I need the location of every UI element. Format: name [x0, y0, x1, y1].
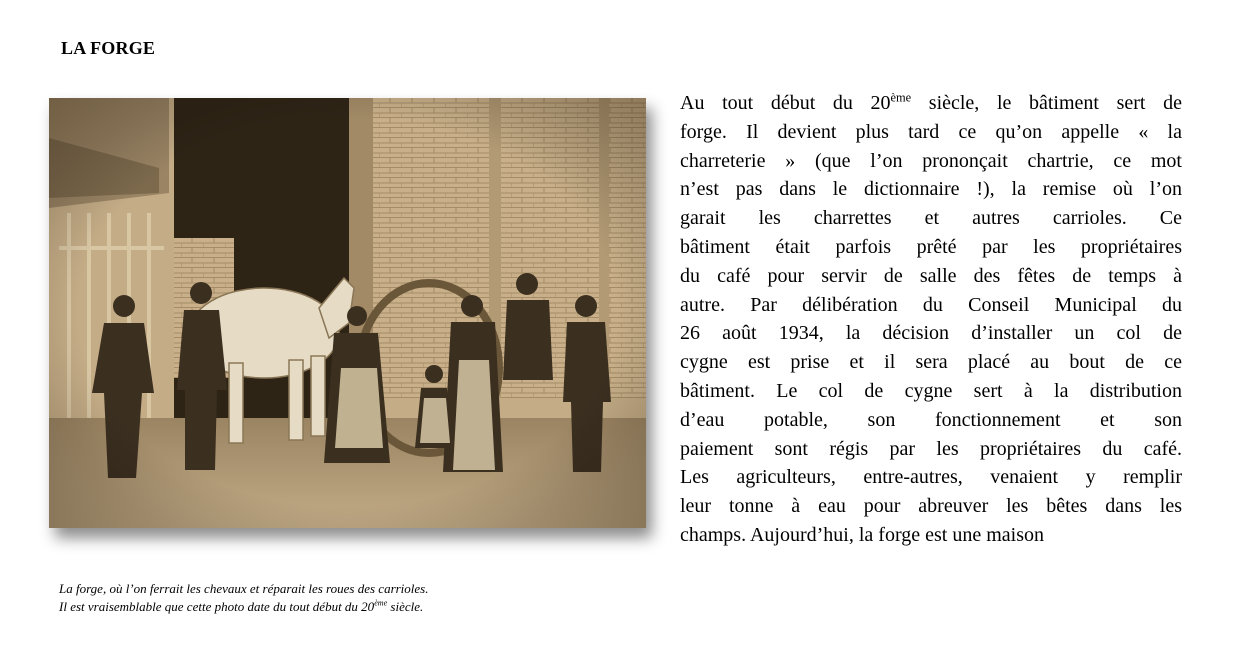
body-line: n’est pas dans le dictionnaire !), la remise où l’on — [680, 178, 1182, 201]
body-line: leur tonne à eau pour abreuver les bêtes dans les — [680, 495, 1182, 518]
caption-line-2-end: siècle. — [387, 599, 424, 614]
sepia-photo-icon — [49, 98, 646, 528]
body-line: du café pour servir de salle des fêtes de temps à — [680, 264, 1182, 287]
body-line: d’eau potable, son fonctionnement et son — [680, 408, 1182, 431]
body-line: bâtiment. Le col de cygne sert à la distribution — [680, 379, 1182, 402]
caption-line-2 — [59, 598, 428, 616]
body-line-1-text: Au tout début du 20 — [680, 92, 891, 114]
caption-superscript: ème — [374, 598, 388, 608]
body-line: Les agriculteurs, entre-autres, venaient y remplir — [680, 466, 1182, 489]
body-line: forge. Il devient plus tard ce qu’on appelle « la — [680, 120, 1182, 143]
body-line-1-end: siècle, le bâtiment sert de — [911, 92, 1182, 114]
body-superscript: ème — [890, 90, 912, 105]
body-line — [680, 89, 1182, 118]
body-line: 26 août 1934, la décision d’installer un col de — [680, 322, 1182, 345]
body-line: bâtiment était parfois prêté par les propriétaires — [680, 235, 1182, 258]
body-text — [680, 89, 1182, 550]
photo-caption — [59, 580, 428, 616]
body-line: cygne est prise et il sera placé au bout de ce — [680, 351, 1182, 374]
page-title: LA FORGE — [61, 38, 156, 58]
body-line: paiement sont régis par les propriétaires du café. — [680, 437, 1182, 460]
body-line: garait les charrettes et autres carrioles. Ce — [680, 207, 1182, 230]
caption-line-2-text: Il est vraisemblable que cette photo date du tout début du 20 — [59, 599, 375, 614]
historical-photo — [49, 98, 646, 528]
body-line: charreterie » (que l’on prononçait chartrie, ce mot — [680, 149, 1182, 172]
body-line: autre. Par délibération du Conseil Municipal du — [680, 293, 1182, 316]
body-line: champs. Aujourd’hui, la forge est une maison — [680, 523, 1045, 546]
caption-line-1: La forge, où l’on ferrait les chevaux et réparait les roues des carrioles. — [59, 581, 429, 596]
